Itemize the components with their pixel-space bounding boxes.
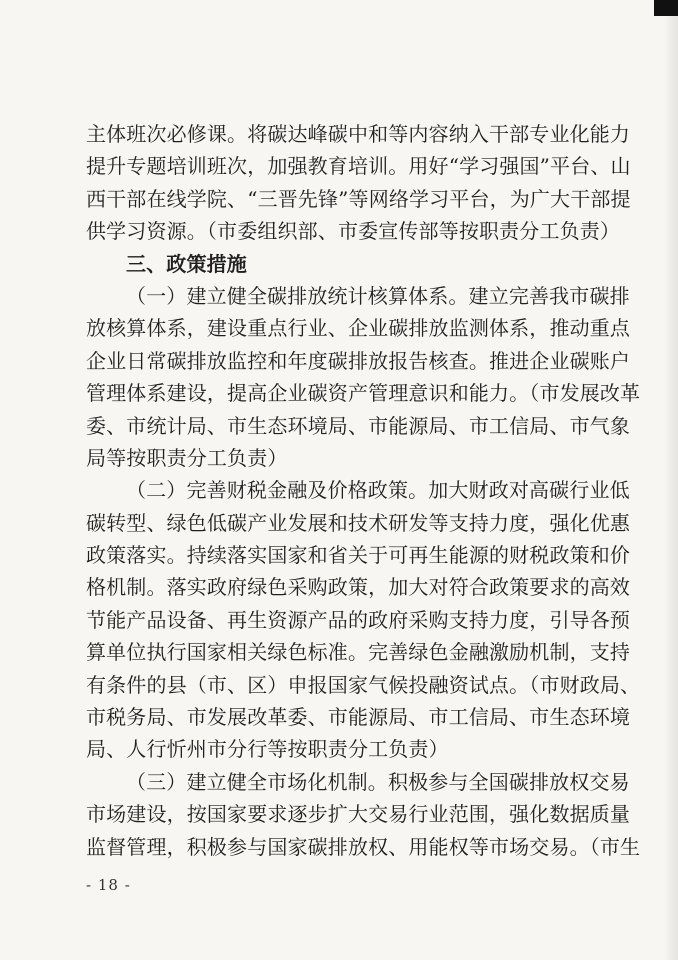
text-line: 政策落实。持续落实国家和省关于可再生能源的财税政策和价 xyxy=(86,543,631,568)
text-line: 主体班次必修课。将碳达峰碳中和等内容纳入干部专业化能力 xyxy=(86,122,631,146)
section-heading: 三、政策措施 xyxy=(126,251,247,276)
text-line: 市税务局、市发展改革委、市能源局、市工信局、市生态环境 xyxy=(86,705,631,730)
text-line: 碳转型、绿色低碳产业发展和技术研发等支持力度，强化优惠 xyxy=(86,510,631,535)
text-line: 供学习资源。（市委组织部、市委宣传部等按职责分工负责） xyxy=(86,219,621,244)
text-line: 放核算体系，建设重点行业、企业碳排放监测体系，推动重点 xyxy=(86,316,631,341)
document-body xyxy=(86,118,641,863)
text-line: 节能产品设备、再生资源产品的政府采购支持力度，引导各预 xyxy=(86,607,631,632)
text-line: 西干部在线学院、“三晋先锋”等网络学习平台，为广大干部提 xyxy=(86,186,631,211)
paragraph-start-line: （二）完善财税金融及价格政策。加大财政对高碳行业低 xyxy=(126,478,630,503)
text-line: 企业日常碳排放监控和年度碳排放报告核查。推进企业碳账户 xyxy=(86,348,631,373)
text-line: 算单位执行国家相关绿色标准。完善绿色金融激励机制，支持 xyxy=(86,640,631,665)
scan-corner-mark xyxy=(654,0,678,16)
paragraph-start-line: （三）建立健全市场化机制。积极参与全国碳排放权交易 xyxy=(126,769,630,794)
page-edge-shadow xyxy=(664,0,678,960)
text-line: 市场建设，按国家要求逐步扩大交易行业范围，强化数据质量 xyxy=(86,802,631,827)
text-line: 格机制。落实政府绿色采购政策，加大对符合政策要求的高效 xyxy=(86,575,631,600)
text-line: 局、人行忻州市分行等按职责分工负责） xyxy=(86,737,449,762)
text-line: 提升专题培训班次，加强教育培训。用好“学习强国”平台、山 xyxy=(86,154,631,179)
text-line: 有条件的县（市、区）申报国家气候投融资试点。（市财政局、 xyxy=(86,672,641,697)
text-line: 局等按职责分工负责） xyxy=(86,445,288,470)
page-number: - 18 - xyxy=(86,876,131,894)
text-line: 监督管理，积极参与国家碳排放权、用能权等市场交易。（市生 xyxy=(86,834,641,859)
text-line: 管理体系建设，提高企业碳资产管理意识和能力。（市发展改革 xyxy=(86,381,641,406)
text-line: 委、市统计局、市生态环境局、市能源局、市工信局、市气象 xyxy=(86,413,631,438)
paragraph-start-line: （一）建立健全碳排放统计核算体系。建立完善我市碳排 xyxy=(126,283,630,308)
